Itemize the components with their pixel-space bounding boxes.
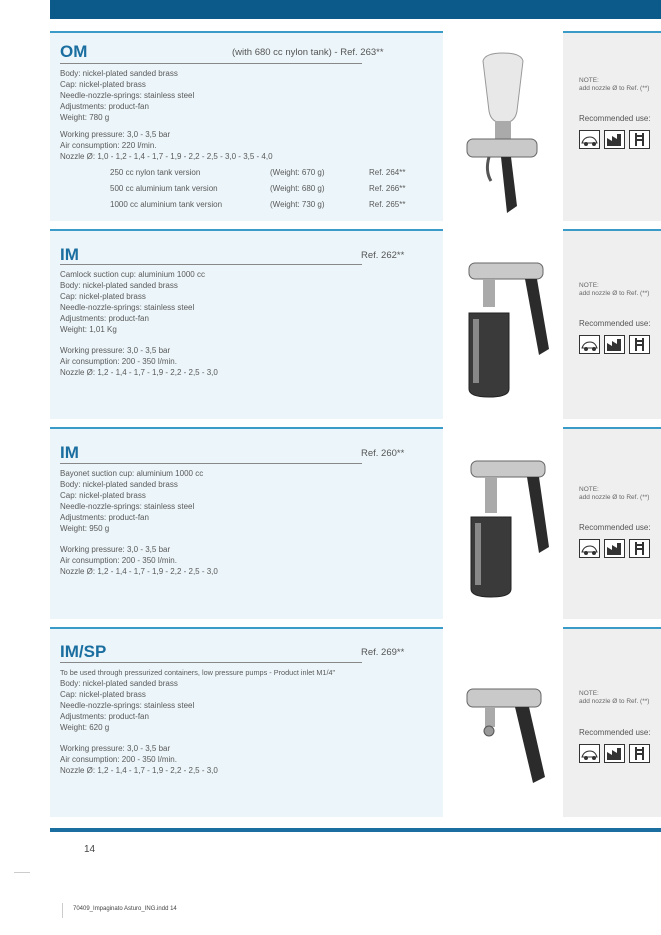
crop-mark xyxy=(62,903,63,918)
spec-line: Weight: 950 g xyxy=(60,524,110,533)
product-title: IM/SP xyxy=(60,642,107,661)
product-image-area xyxy=(445,627,561,817)
crop-mark xyxy=(14,872,30,873)
spec-line: Adjustments: product-fan xyxy=(60,513,149,522)
spec-line: Weight: 780 g xyxy=(60,113,110,122)
top-bar xyxy=(50,0,661,19)
performance-line: Air consumption: 200 - 350 l/min. xyxy=(60,357,177,366)
variant-ref: Ref. 266** xyxy=(369,184,406,193)
spec-line: Body: nickel-plated sanded brass xyxy=(60,679,178,688)
spec-line: Cap: nickel-plated brass xyxy=(60,80,146,89)
performance-line: Working pressure: 3,0 - 3,5 bar xyxy=(60,545,171,554)
spec-line: Adjustments: product-fan xyxy=(60,314,149,323)
variant-name: 500 cc aluminium tank version xyxy=(110,184,218,193)
product-subtitle: Ref. 269** xyxy=(361,647,405,658)
spec-line: Bayonet suction cup: aluminium 1000 cc xyxy=(60,469,204,478)
note-text: add nozzle Ø to Ref. (**) xyxy=(579,698,650,705)
title-divider xyxy=(60,662,362,663)
suction-spray-gun-icon xyxy=(445,427,561,619)
performance-line: Nozzle Ø: 1,2 - 1,4 - 1,7 - 1,9 - 2,2 - 2,5 - 3,0 xyxy=(60,368,218,377)
title-divider xyxy=(60,63,362,64)
product-title: IM xyxy=(60,245,79,264)
variant-weight: (Weight: 680 g) xyxy=(270,184,325,193)
spec-line: Body: nickel-plated sanded brass xyxy=(60,281,178,290)
note-panel xyxy=(563,31,661,221)
spec-line: To be used through pressurized containers, low pressure pumps - Product inlet M1/4" xyxy=(60,668,336,677)
variant-weight: (Weight: 730 g) xyxy=(270,200,325,209)
note-panel xyxy=(563,427,661,619)
variant-ref: Ref. 265** xyxy=(369,200,406,209)
gravity-spray-gun-icon xyxy=(445,31,561,221)
page-number: 14 xyxy=(84,844,96,855)
recommended-label: Recommended use: xyxy=(579,728,651,737)
recommended-label: Recommended use: xyxy=(579,523,651,532)
variant-weight: (Weight: 670 g) xyxy=(270,168,325,177)
spec-line: Adjustments: product-fan xyxy=(60,712,149,721)
title-divider xyxy=(60,264,362,265)
recommended-label: Recommended use: xyxy=(579,114,651,123)
spec-line: Cap: nickel-plated brass xyxy=(60,292,146,301)
spec-line: Body: nickel-plated sanded brass xyxy=(60,480,178,489)
performance-line: Nozzle Ø: 1,2 - 1,4 - 1,7 - 1,9 - 2,2 - 2,5 - 3,0 xyxy=(60,766,218,775)
performance-line: Working pressure: 3,0 - 3,5 bar xyxy=(60,744,171,753)
pressure-spray-gun-icon xyxy=(445,627,561,817)
performance-line: Nozzle Ø: 1,2 - 1,4 - 1,7 - 1,9 - 2,2 - 2,5 - 3,0 xyxy=(60,567,218,576)
product-image-area xyxy=(445,31,561,221)
note-text: add nozzle Ø to Ref. (**) xyxy=(579,494,650,501)
note-panel xyxy=(563,229,661,419)
performance-line: Air consumption: 220 l/min. xyxy=(60,141,157,150)
note-text: add nozzle Ø to Ref. (**) xyxy=(579,85,650,92)
spec-line: Needle-nozzle-springs: stainless steel xyxy=(60,303,195,312)
car-icon xyxy=(579,335,600,354)
note-panel xyxy=(563,627,661,817)
chair-icon xyxy=(629,539,650,558)
car-icon xyxy=(579,130,600,149)
variant-name: 1000 cc aluminium tank version xyxy=(110,200,223,209)
note-label: NOTE: xyxy=(579,486,599,493)
product-subtitle: Ref. 260** xyxy=(361,448,405,459)
print-footer: 70409_Impaginato Asturo_ING.indd 14 xyxy=(73,906,177,912)
note-label: NOTE: xyxy=(579,282,599,289)
performance-line: Working pressure: 3,0 - 3,5 bar xyxy=(60,130,171,139)
industry-icon xyxy=(604,744,625,763)
variant-name: 250 cc nylon tank version xyxy=(110,168,201,177)
note-text: add nozzle Ø to Ref. (**) xyxy=(579,290,650,297)
suction-spray-gun-icon xyxy=(445,229,561,419)
industry-icon xyxy=(604,539,625,558)
product-image-area xyxy=(445,427,561,619)
spec-line: Adjustments: product-fan xyxy=(60,102,149,111)
product-subtitle: Ref. 262** xyxy=(361,250,405,261)
note-label: NOTE: xyxy=(579,690,599,697)
chair-icon xyxy=(629,335,650,354)
spec-line: Camlock suction cup: aluminium 1000 cc xyxy=(60,270,205,279)
bottom-bar xyxy=(50,828,661,832)
performance-line: Air consumption: 200 - 350 l/min. xyxy=(60,556,177,565)
performance-line: Nozzle Ø: 1,0 - 1,2 - 1,4 - 1,7 - 1,9 - 2,2 - 2,5 - 3,0 - 3,5 - 4,0 xyxy=(60,152,273,161)
spec-line: Needle-nozzle-springs: stainless steel xyxy=(60,701,195,710)
car-icon xyxy=(579,539,600,558)
spec-line: Cap: nickel-plated brass xyxy=(60,491,146,500)
spec-line: Needle-nozzle-springs: stainless steel xyxy=(60,91,195,100)
performance-line: Working pressure: 3,0 - 3,5 bar xyxy=(60,346,171,355)
note-label: NOTE: xyxy=(579,77,599,84)
spec-line: Weight: 620 g xyxy=(60,723,110,732)
car-icon xyxy=(579,744,600,763)
spec-line: Weight: 1,01 Kg xyxy=(60,325,117,334)
product-title: IM xyxy=(60,443,79,462)
industry-icon xyxy=(604,335,625,354)
spec-line: Needle-nozzle-springs: stainless steel xyxy=(60,502,195,511)
chair-icon xyxy=(629,130,650,149)
product-image-area xyxy=(445,229,561,419)
title-divider xyxy=(60,463,362,464)
industry-icon xyxy=(604,130,625,149)
recommended-label: Recommended use: xyxy=(579,319,651,328)
chair-icon xyxy=(629,744,650,763)
spec-line: Cap: nickel-plated brass xyxy=(60,690,146,699)
product-title: OM xyxy=(60,42,88,61)
variant-ref: Ref. 264** xyxy=(369,168,406,177)
performance-line: Air consumption: 200 - 350 l/min. xyxy=(60,755,177,764)
product-subtitle: (with 680 cc nylon tank) - Ref. 263** xyxy=(232,47,384,58)
spec-line: Body: nickel-plated sanded brass xyxy=(60,69,178,78)
